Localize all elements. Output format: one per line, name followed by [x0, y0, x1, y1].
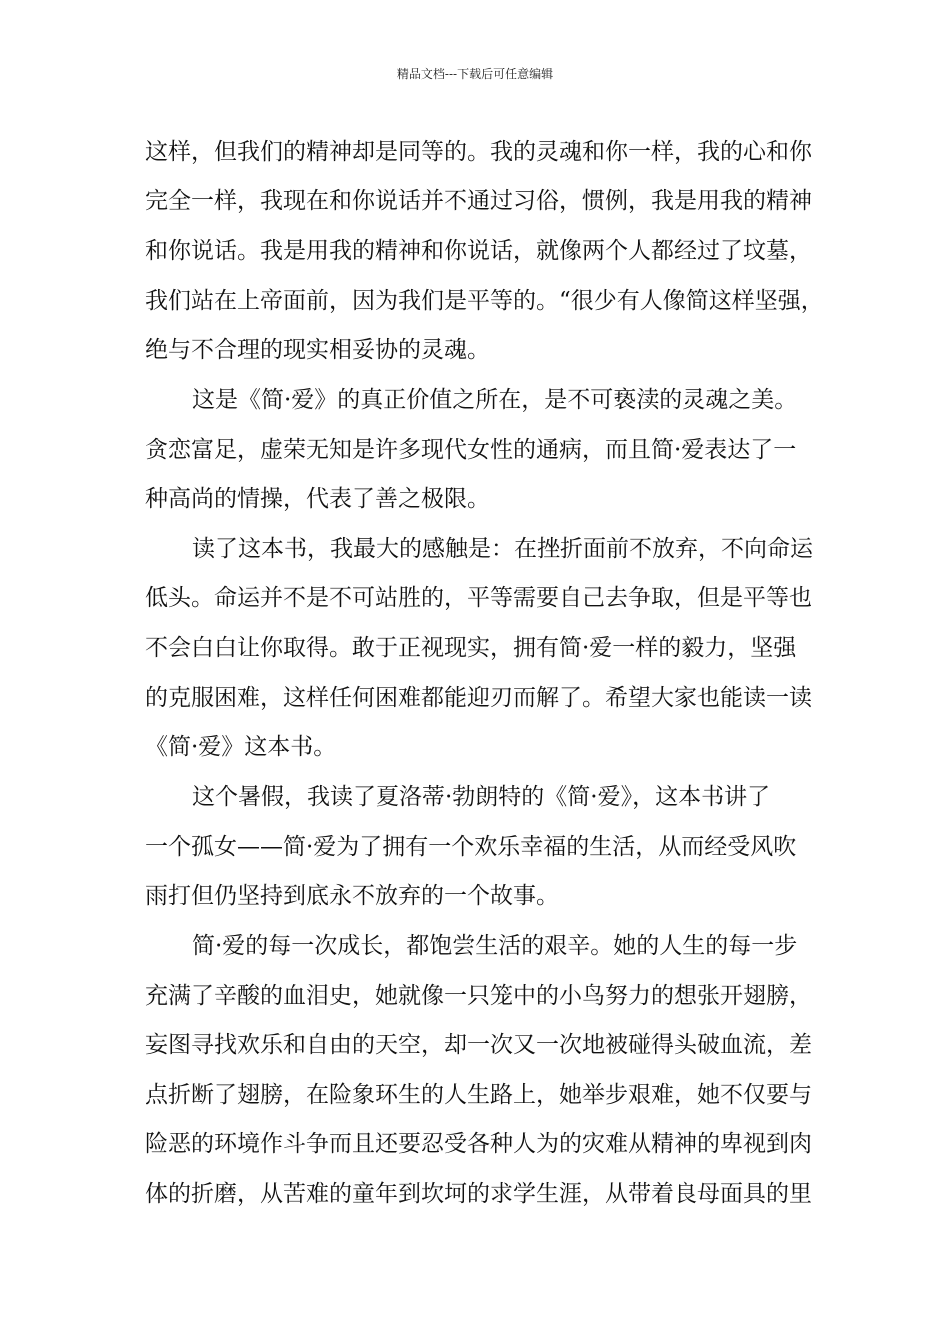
text-line: 妄图寻找欢乐和自由的天空，却一次又一次地被碰得头破血流，差 — [145, 1032, 812, 1058]
text-line: 的克服困难，这样任何困难都能迎刃而解了。希望大家也能读一读 — [145, 685, 812, 711]
text-line: 这是《简·爱》的真正价值之所在，是不可亵渎的灵魂之美。 — [192, 387, 798, 413]
text-line: 充满了辛酸的血泪史，她就像一只笼中的小鸟努力的想张开翅膀， — [145, 983, 812, 1009]
text-line: 低头。命运并不是不可站胜的，平等需要自己去争取，但是平等也 — [145, 585, 812, 611]
text-line: 体的折磨，从苦难的童年到坎坷的求学生涯，从带着良母面具的里 — [145, 1181, 812, 1207]
text-line: 读了这本书，我最大的感触是：在挫折面前不放弃，不向命运 — [192, 536, 813, 562]
text-line: 完全一样，我现在和你说话并不通过习俗，惯例，我是用我的精神 — [145, 188, 812, 214]
text-line: 这样，但我们的精神却是同等的。我的灵魂和你一样，我的心和你 — [145, 139, 812, 165]
text-line: 种高尚的情操，代表了善之极限。 — [145, 486, 490, 512]
text-line: 雨打但仍坚持到底永不放弃的一个故事。 — [145, 883, 559, 909]
text-line: 不会白白让你取得。敢于正视现实，拥有简·爱一样的毅力，坚强 — [145, 635, 797, 661]
text-line: 贪恋富足，虚荣无知是许多现代女性的通病，而且简·爱表达了一 — [145, 437, 797, 463]
text-line: 我们站在上帝面前，因为我们是平等的。“很少有人像简这样坚强， — [145, 288, 824, 314]
text-line: 和你说话。我是用我的精神和你说话，就像两个人都经过了坟墓， — [145, 238, 812, 264]
text-line: 简·爱的每一次成长，都饱尝生活的艰辛。她的人生的每一步 — [192, 933, 798, 959]
text-line: 点折断了翅膀，在险象环生的人生路上，她举步艰难，她不仅要与 — [145, 1082, 812, 1108]
text-line: 一个孤女——简·爱为了拥有一个欢乐幸福的生活，从而经受风吹 — [145, 834, 797, 860]
text-line: 险恶的环境作斗争而且还要忍受各种人为的灾难从精神的卑视到肉 — [145, 1131, 812, 1157]
text-line: 绝与不合理的现实相妥协的灵魂。 — [145, 337, 490, 363]
text-line: 这个暑假，我读了夏洛蒂·勃朗特的《简·爱》，这本书讲了 — [192, 784, 771, 810]
text-line: 《简·爱》这本书。 — [145, 734, 337, 760]
page-header: 精品文档---下载后可任意编辑 — [396, 67, 554, 81]
